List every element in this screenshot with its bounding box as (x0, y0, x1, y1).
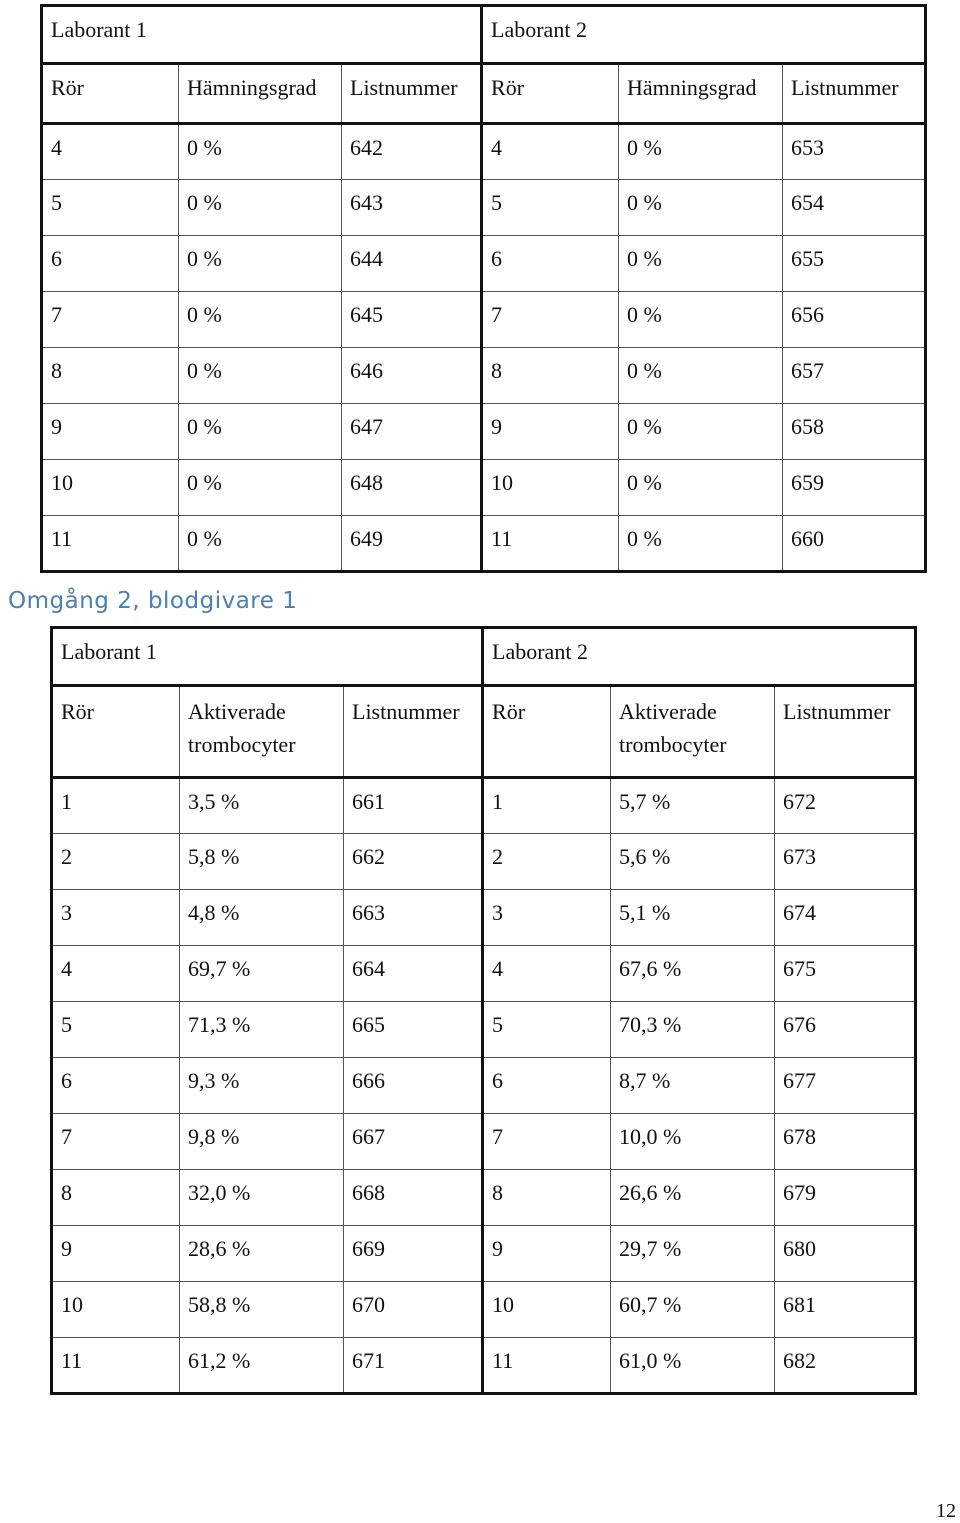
table-cell: 5 (483, 1002, 611, 1058)
table-cell: 674 (775, 890, 916, 946)
table-cell: 657 (783, 348, 926, 404)
table-cell: 8 (42, 348, 179, 404)
table-cell: 5,6 % (611, 834, 775, 890)
table-cell: 32,0 % (180, 1170, 344, 1226)
table-cell: 69,7 % (180, 946, 344, 1002)
table-row (42, 460, 926, 516)
table-1-body (42, 6, 926, 572)
table-cell: 0 % (179, 292, 342, 348)
table-cell: 9 (482, 404, 619, 460)
group-header-laborant-1: Laborant 1 (52, 628, 483, 686)
table-cell: 9 (52, 1226, 180, 1282)
table-cell: 0 % (619, 516, 783, 572)
table-cell: 8 (483, 1170, 611, 1226)
table-row (52, 946, 916, 1002)
table-cell: 9,8 % (180, 1114, 344, 1170)
table-cell: 3 (52, 890, 180, 946)
group-header-row (52, 628, 916, 686)
table-row (52, 1114, 916, 1170)
table-cell: 660 (783, 516, 926, 572)
section-heading: Omgång 2, blodgivare 1 (8, 588, 298, 614)
table-cell: 0 % (179, 404, 342, 460)
table-cell: 659 (783, 460, 926, 516)
table-cell: 70,3 % (611, 1002, 775, 1058)
table-cell: 673 (775, 834, 916, 890)
table-cell: 0 % (179, 236, 342, 292)
table-cell: 4 (42, 124, 179, 180)
table-cell: 10,0 % (611, 1114, 775, 1170)
column-header: Hämningsgrad (619, 64, 783, 124)
column-header: Rör (52, 686, 180, 778)
table-cell: 667 (344, 1114, 483, 1170)
table-cell: 2 (52, 834, 180, 890)
table-cell: 675 (775, 946, 916, 1002)
table-cell: 10 (483, 1282, 611, 1338)
table-cell: 658 (783, 404, 926, 460)
table-cell: 663 (344, 890, 483, 946)
table-cell: 71,3 % (180, 1002, 344, 1058)
column-header-row (52, 686, 916, 778)
table-row (52, 1002, 916, 1058)
table-cell: 4 (483, 946, 611, 1002)
table-cell: 3,5 % (180, 778, 344, 834)
table-cell: 5,8 % (180, 834, 344, 890)
group-header-row (42, 6, 926, 64)
table-cell: 647 (342, 404, 482, 460)
table-cell: 0 % (619, 348, 783, 404)
table-cell: 671 (344, 1338, 483, 1394)
table-2-body (52, 628, 916, 1394)
column-header: Aktiverade trombocyter (611, 686, 775, 778)
table-cell: 681 (775, 1282, 916, 1338)
table-cell: 643 (342, 180, 482, 236)
column-header: Listnummer (783, 64, 926, 124)
table-row (42, 516, 926, 572)
group-header-laborant-1: Laborant 1 (42, 6, 482, 64)
table-row (52, 834, 916, 890)
table-cell: 679 (775, 1170, 916, 1226)
table-cell: 11 (482, 516, 619, 572)
table-cell: 61,2 % (180, 1338, 344, 1394)
table-cell: 5,1 % (611, 890, 775, 946)
table-cell: 61,0 % (611, 1338, 775, 1394)
table-cell: 10 (482, 460, 619, 516)
table-cell: 666 (344, 1058, 483, 1114)
table-cell: 653 (783, 124, 926, 180)
table-cell: 662 (344, 834, 483, 890)
table-row (42, 180, 926, 236)
column-header: Hämningsgrad (179, 64, 342, 124)
table-row (52, 1282, 916, 1338)
table-cell: 9 (483, 1226, 611, 1282)
table-cell: 664 (344, 946, 483, 1002)
table-cell: 672 (775, 778, 916, 834)
table-cell: 6 (482, 236, 619, 292)
table-cell: 0 % (619, 404, 783, 460)
table-row (52, 1226, 916, 1282)
table-cell: 655 (783, 236, 926, 292)
table-row (52, 778, 916, 834)
table-cell: 67,6 % (611, 946, 775, 1002)
table-cell: 7 (52, 1114, 180, 1170)
table-cell: 669 (344, 1226, 483, 1282)
column-header-row (42, 64, 926, 124)
table-cell: 4,8 % (180, 890, 344, 946)
table-cell: 644 (342, 236, 482, 292)
table-cell: 682 (775, 1338, 916, 1394)
results-table-2 (50, 626, 917, 1395)
table-cell: 0 % (179, 348, 342, 404)
table-cell: 654 (783, 180, 926, 236)
group-header-laborant-2: Laborant 2 (482, 6, 926, 64)
table-cell: 10 (42, 460, 179, 516)
table-cell: 661 (344, 778, 483, 834)
table-cell: 0 % (619, 292, 783, 348)
table-cell: 11 (52, 1338, 180, 1394)
table-cell: 677 (775, 1058, 916, 1114)
table-cell: 6 (42, 236, 179, 292)
table-cell: 0 % (619, 180, 783, 236)
table-cell: 11 (483, 1338, 611, 1394)
table-cell: 9 (42, 404, 179, 460)
table-cell: 649 (342, 516, 482, 572)
table-cell: 648 (342, 460, 482, 516)
table-cell: 0 % (619, 236, 783, 292)
table-cell: 665 (344, 1002, 483, 1058)
table-row (52, 890, 916, 946)
table-cell: 1 (483, 778, 611, 834)
table-cell: 7 (483, 1114, 611, 1170)
table-cell: 5,7 % (611, 778, 775, 834)
table-row (52, 1058, 916, 1114)
table-cell: 645 (342, 292, 482, 348)
table-row (42, 292, 926, 348)
table-cell: 9,3 % (180, 1058, 344, 1114)
table-cell: 656 (783, 292, 926, 348)
table-cell: 28,6 % (180, 1226, 344, 1282)
column-header: Listnummer (342, 64, 482, 124)
table-cell: 0 % (179, 124, 342, 180)
table-cell: 29,7 % (611, 1226, 775, 1282)
table-cell: 0 % (179, 180, 342, 236)
table-row (42, 124, 926, 180)
table-cell: 0 % (179, 460, 342, 516)
table-cell: 3 (483, 890, 611, 946)
column-header: Listnummer (344, 686, 483, 778)
page-number: 12 (936, 1500, 956, 1522)
table-cell: 7 (42, 292, 179, 348)
table-cell: 2 (483, 834, 611, 890)
table-row (52, 1170, 916, 1226)
table-cell: 670 (344, 1282, 483, 1338)
column-header: Rör (42, 64, 179, 124)
table-row (42, 404, 926, 460)
results-table-1 (40, 4, 927, 573)
table-cell: 678 (775, 1114, 916, 1170)
table-cell: 8 (52, 1170, 180, 1226)
table-cell: 8 (482, 348, 619, 404)
table-row (42, 236, 926, 292)
table-row (52, 1338, 916, 1394)
table-cell: 6 (483, 1058, 611, 1114)
column-header: Rör (483, 686, 611, 778)
table-cell: 4 (482, 124, 619, 180)
table-cell: 4 (52, 946, 180, 1002)
table-cell: 10 (52, 1282, 180, 1338)
table-cell: 1 (52, 778, 180, 834)
table-row (42, 348, 926, 404)
table-cell: 668 (344, 1170, 483, 1226)
table-cell: 60,7 % (611, 1282, 775, 1338)
table-cell: 642 (342, 124, 482, 180)
group-header-laborant-2: Laborant 2 (483, 628, 916, 686)
table-cell: 0 % (619, 460, 783, 516)
table-cell: 5 (52, 1002, 180, 1058)
table-cell: 8,7 % (611, 1058, 775, 1114)
table-cell: 58,8 % (180, 1282, 344, 1338)
table-cell: 0 % (179, 516, 342, 572)
table-cell: 0 % (619, 124, 783, 180)
column-header: Listnummer (775, 686, 916, 778)
table-cell: 5 (482, 180, 619, 236)
table-cell: 5 (42, 180, 179, 236)
table-cell: 646 (342, 348, 482, 404)
table-cell: 7 (482, 292, 619, 348)
table-cell: 676 (775, 1002, 916, 1058)
table-cell: 11 (42, 516, 179, 572)
table-cell: 26,6 % (611, 1170, 775, 1226)
table-cell: 680 (775, 1226, 916, 1282)
column-header: Rör (482, 64, 619, 124)
column-header: Aktiverade trombocyter (180, 686, 344, 778)
table-cell: 6 (52, 1058, 180, 1114)
